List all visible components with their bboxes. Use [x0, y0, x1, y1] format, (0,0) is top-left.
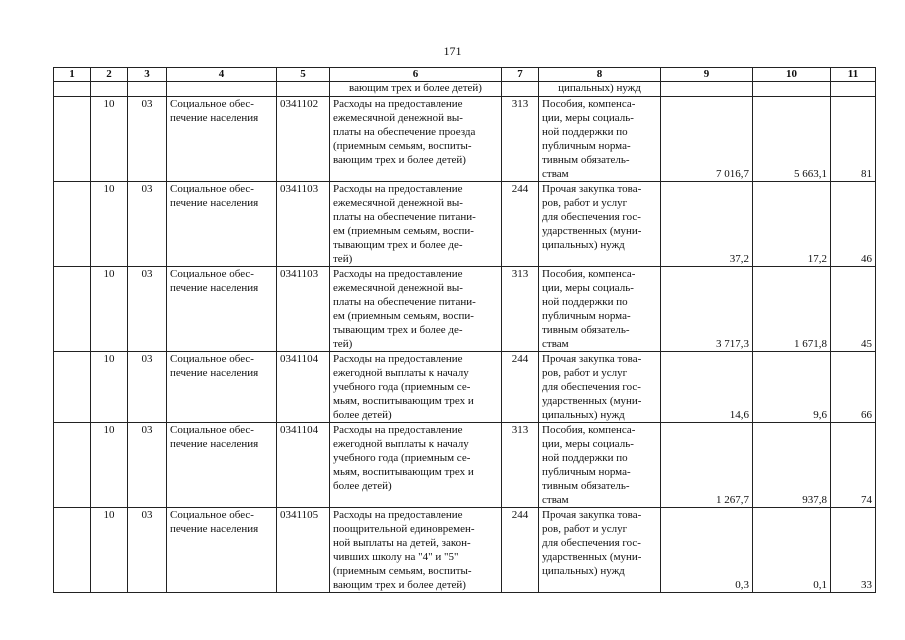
cell-c4: Социальное обес- печение населения [167, 267, 277, 352]
continuation-text: вающим трех и более детей) [330, 82, 502, 97]
cell-c9: 3 717,3 [661, 267, 753, 352]
col-header: 9 [661, 68, 753, 82]
cell-c11: 81 [831, 97, 876, 182]
cell-c4: Социальное обес- печение населения [167, 423, 277, 508]
col-header: 3 [128, 68, 167, 82]
cell-c5: 0341103 [277, 182, 330, 267]
col-header: 7 [502, 68, 539, 82]
cell-c1 [54, 508, 91, 593]
cell-c7: 244 [502, 508, 539, 593]
cell-c2: 10 [91, 97, 128, 182]
cell-c2: 10 [91, 267, 128, 352]
cell-c9: 7 016,7 [661, 97, 753, 182]
cell-c7: 313 [502, 423, 539, 508]
cell-c4: Социальное обес- печение населения [167, 352, 277, 423]
cell-c3: 03 [128, 508, 167, 593]
table-row [54, 508, 876, 593]
cell-c5: 0341104 [277, 352, 330, 423]
header-row [54, 68, 876, 82]
cell-c3: 03 [128, 352, 167, 423]
col-header: 5 [277, 68, 330, 82]
cell-c9: 37,2 [661, 182, 753, 267]
cell-c7: 313 [502, 267, 539, 352]
cell-c1 [54, 423, 91, 508]
cell-c1 [54, 182, 91, 267]
budget-table [53, 67, 876, 593]
cell-c5: 0341105 [277, 508, 330, 593]
cell-c3: 03 [128, 182, 167, 267]
cell-c5: 0341104 [277, 423, 330, 508]
table-row [54, 423, 876, 508]
col-header: 10 [753, 68, 831, 82]
table-row [54, 182, 876, 267]
cell-c2: 10 [91, 352, 128, 423]
table-row [54, 352, 876, 423]
cell-c8: Прочая закупка това- ров, работ и услуг для обеспечения гос- ударственных (муни- ципальных) нужд [539, 352, 661, 423]
table-row [54, 267, 876, 352]
page-number: 171 [443, 44, 462, 58]
cell-c11: 46 [831, 182, 876, 267]
cell-c11: 45 [831, 267, 876, 352]
continuation-text: ципальных) нужд [539, 82, 661, 97]
cell-c1 [54, 267, 91, 352]
cell-c7: 244 [502, 182, 539, 267]
cell-c2: 10 [91, 508, 128, 593]
cell-c10: 5 663,1 [753, 97, 831, 182]
col-header: 6 [330, 68, 502, 82]
cell-c9: 14,6 [661, 352, 753, 423]
cell-c8: Пособия, компенса- ции, меры социаль- ной поддержки по публичным норма- тивным обязатель- ствам [539, 267, 661, 352]
cell-c2: 10 [91, 423, 128, 508]
cell-c9: 1 267,7 [661, 423, 753, 508]
cell-c11: 66 [831, 352, 876, 423]
cell-c4: Социальное обес- печение населения [167, 97, 277, 182]
cell-c8: Прочая закупка това- ров, работ и услуг для обеспечения гос- ударственных (муни- ципальных) нужд [539, 508, 661, 593]
table-row [54, 97, 876, 182]
col-header: 8 [539, 68, 661, 82]
cell-c3: 03 [128, 423, 167, 508]
cell-c11: 74 [831, 423, 876, 508]
cell-c10: 17,2 [753, 182, 831, 267]
cell-c5: 0341103 [277, 267, 330, 352]
cell-c6: Расходы на предоставление ежемесячной денежной вы- платы на обеспечение питани- ем (приемным семьям, воспи- тывающим трех и более де- тей) [330, 267, 502, 352]
cell-c11: 33 [831, 508, 876, 593]
cell-c7: 244 [502, 352, 539, 423]
cell-c6: Расходы на предоставление поощрительной единовремен- ной выплаты на детей, закон- чивших школу на "4" и "5" (приемным семьям, воспиты- вающим трех и более детей) [330, 508, 502, 593]
cell-c6: Расходы на предоставление ежемесячной денежной вы- платы на обеспечение проезда (приемным семьям, воспиты- вающим трех и более детей) [330, 97, 502, 182]
cell-c5: 0341102 [277, 97, 330, 182]
col-header: 2 [91, 68, 128, 82]
col-header: 4 [167, 68, 277, 82]
cell-c10: 937,8 [753, 423, 831, 508]
cell-c6: Расходы на предоставление ежегодной выплаты к началу учебного года (приемным се- мьям, воспитывающим трех и более детей) [330, 423, 502, 508]
cell-c8: Пособия, компенса- ции, меры социаль- ной поддержки по публичным норма- тивным обязатель- ствам [539, 423, 661, 508]
cell-c3: 03 [128, 97, 167, 182]
cell-c7: 313 [502, 97, 539, 182]
cell-c4: Социальное обес- печение населения [167, 182, 277, 267]
cell-c4: Социальное обес- печение населения [167, 508, 277, 593]
cell-c8: Прочая закупка това- ров, работ и услуг для обеспечения гос- ударственных (муни- ципальных) нужд [539, 182, 661, 267]
cell-c10: 1 671,8 [753, 267, 831, 352]
continuation-row [54, 82, 876, 97]
cell-c8: Пособия, компенса- ции, меры социаль- ной поддержки по публичным норма- тивным обязатель- ствам [539, 97, 661, 182]
cell-c10: 0,1 [753, 508, 831, 593]
cell-c2: 10 [91, 182, 128, 267]
cell-c9: 0,3 [661, 508, 753, 593]
cell-c10: 9,6 [753, 352, 831, 423]
col-header: 1 [54, 68, 91, 82]
cell-c1 [54, 97, 91, 182]
cell-c6: Расходы на предоставление ежегодной выплаты к началу учебного года (приемным се- мьям, воспитывающим трех и более детей) [330, 352, 502, 423]
cell-c3: 03 [128, 267, 167, 352]
cell-c6: Расходы на предоставление ежемесячной денежной вы- платы на обеспечение питани- ем (приемным семьям, воспи- тывающим трех и более де- тей) [330, 182, 502, 267]
cell-c1 [54, 352, 91, 423]
col-header: 11 [831, 68, 876, 82]
